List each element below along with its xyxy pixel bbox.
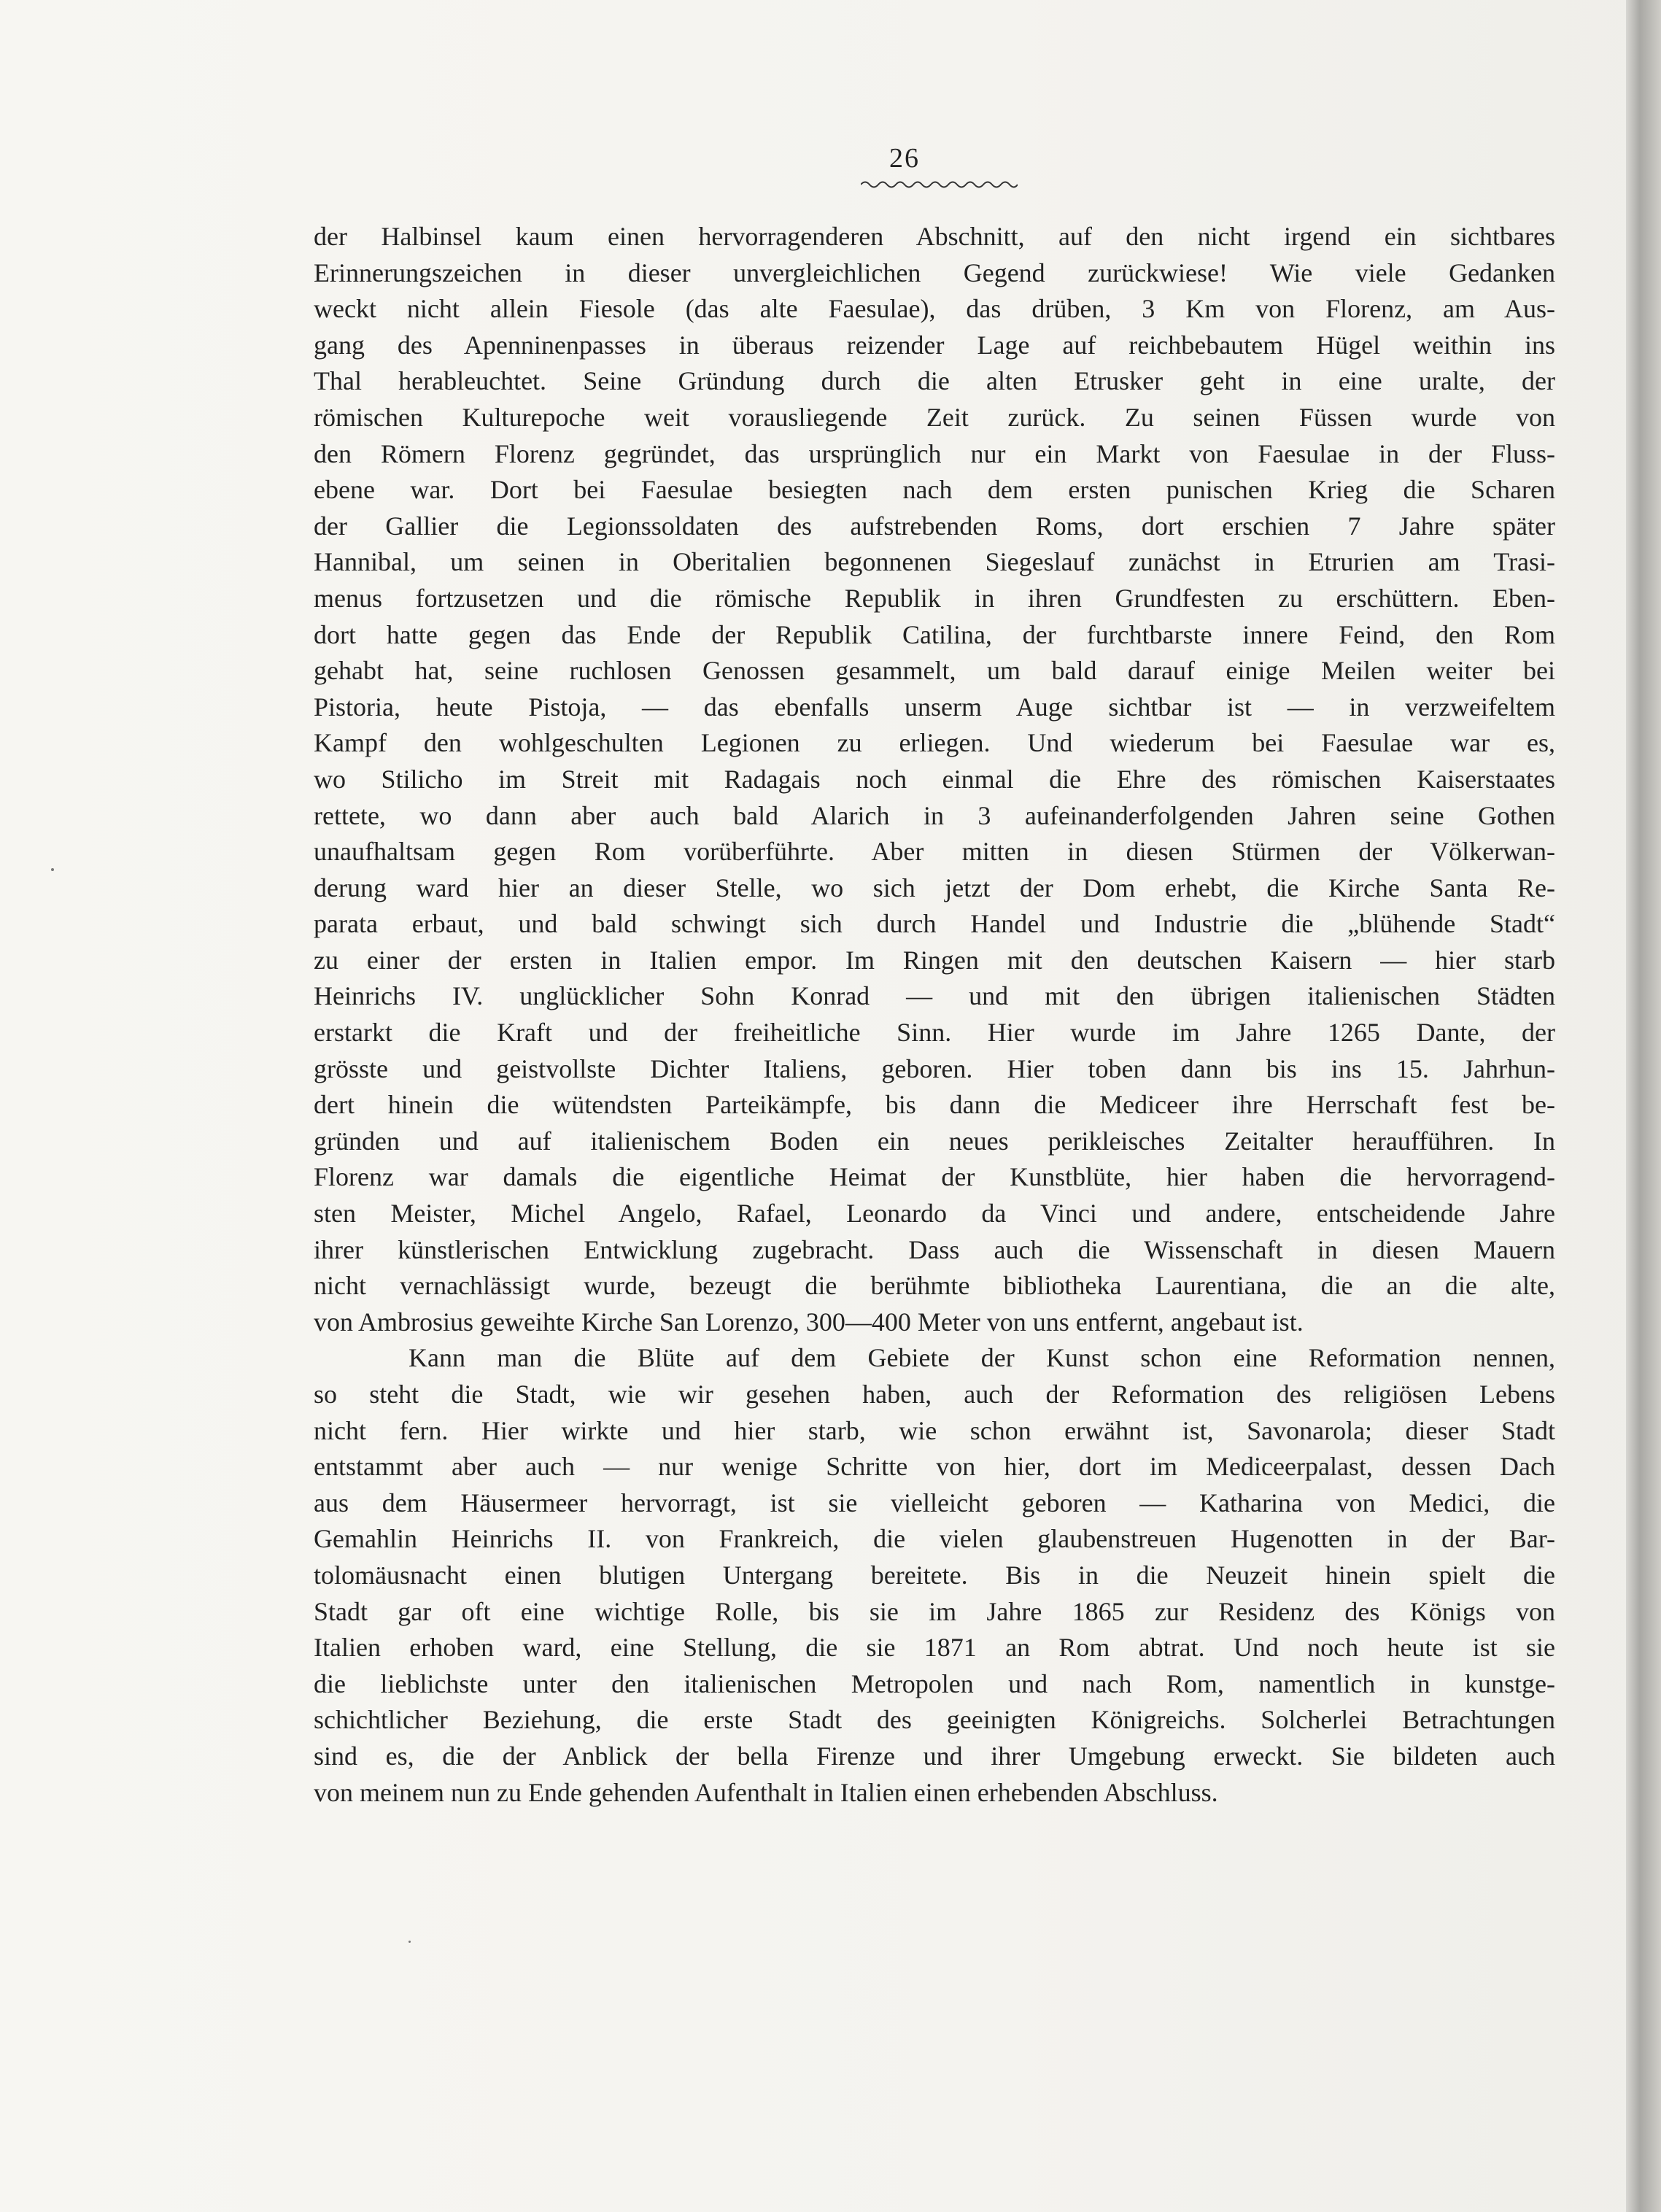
text-line: den Römern Florenz gegründet, das ursprünglich nur ein Markt von Faesulae in der Fluss- bbox=[314, 438, 1555, 468]
text-line: Erinnerungszeichen in dieser unvergleichlichen Gegend zurückwiese! Wie viele Gedanken bbox=[314, 258, 1555, 287]
paragraph bbox=[314, 219, 1555, 1340]
text-line: Kann man die Blüte auf dem Gebiete der Kunst schon eine Reformation nennen, bbox=[409, 1343, 1555, 1373]
text-line: nicht fern. Hier wirkte und hier starb, wie schon erwähnt ist, Savonarola; dieser Stadt bbox=[314, 1415, 1555, 1445]
text-line: Pistoria, heute Pistoja, — das ebenfalls unserm Auge sichtbar ist — in verzweifeltem bbox=[314, 692, 1555, 722]
text-line: zu einer der ersten in Italien empor. Im Ringen mit den deutschen Kaisern — hier starb bbox=[314, 945, 1555, 975]
text-line: Stadt gar oft eine wichtige Rolle, bis sie im Jahre 1865 zur Residenz des Königs von bbox=[314, 1596, 1555, 1626]
text-line: ihrer künstlerischen Entwicklung zugebracht. Dass auch die Wissenschaft in diesen Mauern bbox=[314, 1234, 1555, 1264]
page-number: 26 bbox=[889, 143, 920, 174]
text-line: Italien erhoben ward, eine Stellung, die sie 1871 an Rom abtrat. Und noch heute ist sie bbox=[314, 1633, 1555, 1663]
text-line: parata erbaut, und bald schwingt sich durch Handel und Industrie die „blühende Stadt“ bbox=[314, 909, 1555, 939]
text-line: von Ambrosius geweihte Kirche San Lorenzo, 300—400 Meter von uns entfernt, angebaut ist. bbox=[314, 1307, 1304, 1337]
text-line: dert hinein die wütendsten Parteikämpfe, bis dann die Mediceer ihre Herrschaft fest be- bbox=[314, 1090, 1555, 1120]
text-line: erstarkt die Kraft und der freiheitliche Sinn. Hier wurde im Jahre 1265 Dante, der bbox=[314, 1018, 1555, 1048]
text-line: Heinrichs IV. unglücklicher Sohn Konrad — und mit den übrigen italienischen Städten bbox=[314, 981, 1555, 1011]
text-line: unaufhaltsam gegen Rom vorüberführte. Aber mitten in diesen Stürmen der Völkerwan- bbox=[314, 837, 1555, 867]
text-line: entstammt aber auch — nur wenige Schritte von hier, dort im Mediceerpalast, dessen Dach bbox=[314, 1452, 1555, 1482]
page-edge-shadow bbox=[1626, 0, 1661, 2212]
text-line: Florenz war damals die eigentliche Heimat der Kunstblüte, hier haben die hervorragend- bbox=[314, 1162, 1555, 1192]
text-line: Thal herableuchtet. Seine Gründung durch die alten Etrusker geht in eine uralte, der bbox=[314, 366, 1555, 396]
text-line: gang des Apenninenpasses in überaus reizender Lage auf reichbebautem Hügel weithin ins bbox=[314, 330, 1555, 360]
body-text bbox=[314, 219, 1555, 1811]
text-line: sten Meister, Michel Angelo, Rafael, Leonardo da Vinci und andere, entscheidende Jahre bbox=[314, 1199, 1555, 1229]
text-line: nicht vernachlässigt wurde, bezeugt die berühmte bibliotheka Laurentiana, die an die alte, bbox=[314, 1271, 1555, 1301]
paragraph bbox=[314, 1340, 1555, 1811]
text-line: der Gallier die Legionssoldaten des aufstrebenden Roms, dort erschien 7 Jahre später bbox=[314, 511, 1555, 541]
page-number-ornament bbox=[861, 179, 1018, 190]
text-line: Kampf den wohlgeschulten Legionen zu erliegen. Und wiederum bei Faesulae war es, bbox=[314, 728, 1555, 758]
text-line: dort hatte gegen das Ende der Republik Catilina, der furchtbarste innere Feind, den Rom bbox=[314, 619, 1555, 649]
text-line: von meinem nun zu Ende gehenden Aufenthalt in Italien einen erhebenden Abschluss. bbox=[314, 1777, 1218, 1807]
text-line: aus dem Häusermeer hervorragt, ist sie vielleicht geboren — Katharina von Medici, die bbox=[314, 1488, 1555, 1517]
text-line: gründen und auf italienischem Boden ein neues perikleisches Zeitalter heraufführen. In bbox=[314, 1126, 1555, 1156]
text-line: Gemahlin Heinrichs II. von Frankreich, die vielen glaubenstreuen Hugenotten in der Bar- bbox=[314, 1524, 1555, 1554]
text-line: tolomäusnacht einen blutigen Untergang bereitete. Bis in die Neuzeit hinein spielt die bbox=[314, 1560, 1555, 1590]
text-line: gehabt hat, seine ruchlosen Genossen gesammelt, um bald darauf einige Meilen weiter bei bbox=[314, 656, 1555, 686]
paper-speck bbox=[409, 1941, 411, 1943]
text-line: ebene war. Dort bei Faesulae besiegten nach dem ersten punischen Krieg die Scharen bbox=[314, 475, 1555, 505]
text-line: menus fortzusetzen und die römische Republik in ihren Grundfesten zu erschüttern. Eben- bbox=[314, 583, 1555, 613]
text-line: weckt nicht allein Fiesole (das alte Faesulae), das drüben, 3 Km von Florenz, am Aus- bbox=[314, 294, 1555, 324]
text-line: Hannibal, um seinen in Oberitalien begonnenen Siegeslauf zunächst in Etrurien am Trasi- bbox=[314, 547, 1555, 577]
text-line: rettete, wo dann aber auch bald Alarich in 3 aufeinanderfolgenden Jahren seine Gothen bbox=[314, 800, 1555, 830]
paper-speck bbox=[51, 868, 54, 871]
text-line: so steht die Stadt, wie wir gesehen haben, auch der Reformation des religiösen Lebens bbox=[314, 1380, 1555, 1409]
text-line: die lieblichste unter den italienischen Metropolen und nach Rom, namentlich in kunstge- bbox=[314, 1668, 1555, 1698]
text-line: sind es, die der Anblick der bella Firenze und ihrer Umgebung erweckt. Sie bildeten auch bbox=[314, 1741, 1555, 1771]
text-line: schichtlicher Beziehung, die erste Stadt des geeinigten Königreichs. Solcherlei Betrachtungen bbox=[314, 1705, 1555, 1735]
text-line: wo Stilicho im Streit mit Radagais noch einmal die Ehre des römischen Kaiserstaates bbox=[314, 764, 1555, 794]
text-line: der Halbinsel kaum einen hervorragenderen Abschnitt, auf den nicht irgend ein sichtbares bbox=[314, 222, 1555, 251]
text-line: derung ward hier an dieser Stelle, wo sich jetzt der Dom erhebt, die Kirche Santa Re- bbox=[314, 873, 1555, 902]
text-line: grösste und geistvollste Dichter Italiens, geboren. Hier toben dann bis ins 15. Jahrhun- bbox=[314, 1053, 1555, 1083]
text-line: römischen Kulturepoche weit vorausliegende Zeit zurück. Zu seinen Füssen wurde von bbox=[314, 402, 1555, 432]
